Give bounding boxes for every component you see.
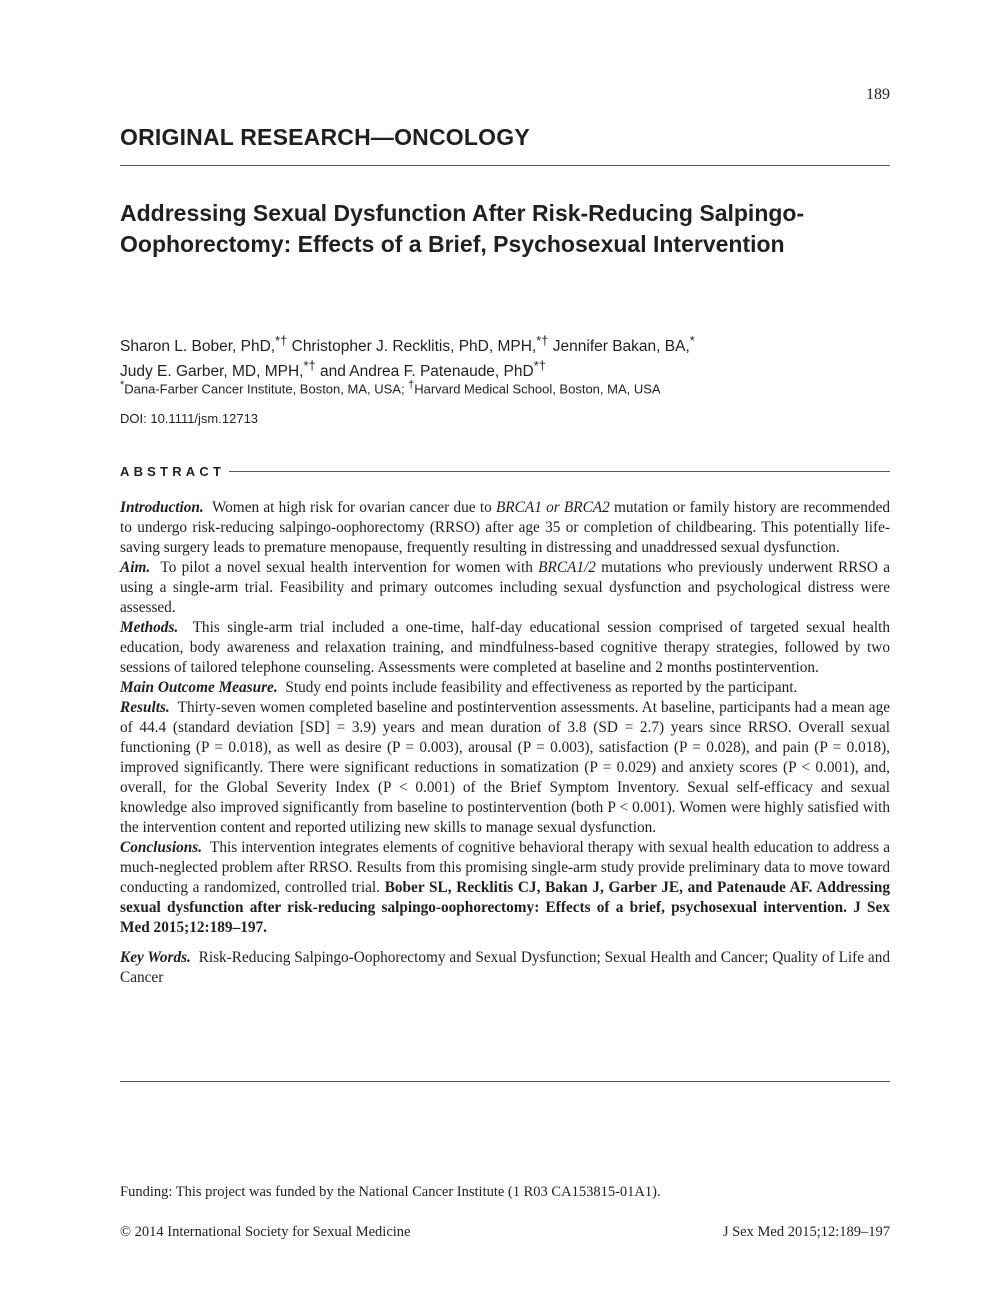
affiliation-text: Dana-Farber Cancer Institute, Boston, MA, USA; xyxy=(124,381,409,397)
aim-label: Aim. xyxy=(120,559,151,576)
bottom-divider xyxy=(120,1081,890,1082)
abstract-conclusions xyxy=(120,838,890,938)
abstract-keywords xyxy=(120,948,890,988)
main-outcome-text: Study end points include feasibility and effectiveness as reported by the participant. xyxy=(285,679,798,696)
abstract-aim xyxy=(120,558,890,618)
author-name: Christopher J. Recklitis, PhD, MPH, xyxy=(287,338,537,356)
introduction-text: Women at high risk for ovarian cancer due to xyxy=(211,499,496,516)
abstract-divider xyxy=(229,471,890,472)
abstract-label: ABSTRACT xyxy=(120,463,226,479)
top-divider xyxy=(120,165,890,166)
affiliations xyxy=(120,379,661,396)
gene-name: BRCA1/2 xyxy=(538,559,596,576)
conclusions-text: This intervention integrates elements of cognitive behavioral therapy with sexual health education to address a much-neglected problem after RRSO. Results from this promising single-arm study provide preliminary data to move toward conducting a randomized, controlled trial. xyxy=(120,839,891,896)
doi: DOI: 10.1111/jsm.12713 xyxy=(120,411,259,426)
affiliation-mark: † xyxy=(408,379,415,391)
funding-note: Funding: This project was funded by the National Cancer Institute (1 R03 CA153815-01A1). xyxy=(120,1184,661,1200)
author-name: Sharon L. Bober, PhD, xyxy=(120,338,276,356)
author-mark: *† xyxy=(303,358,316,374)
abstract-methods xyxy=(120,618,890,678)
methods-text: This single-arm trial included a one-time, half-day educational session comprised of targeted sexual health education, body awareness and relaxation training, and mindfulness-based cognitive therapy strategies, followed by two sessions of tailored telephone counseling. Assessments were completed at baseline and 2 months postintervention. xyxy=(120,619,891,676)
author-mark: * xyxy=(689,333,695,348)
article-citation: Bober SL, Recklitis CJ, Bakan J, Garber JE, and Patenaude AF. Addressing sexual dysfunction after risk-reducing salpingo-oophorectomy: Effects of a brief, psychosexual intervention. J Sex Med 2015;12:189–197. xyxy=(120,879,890,936)
article-title: Addressing Sexual Dysfunction After Risk-Reducing Salpingo-Oophorectomy: Effects of a Brief, Psychosexual Intervention xyxy=(120,200,805,257)
author-name: Jennifer Bakan, BA, xyxy=(548,338,690,356)
section-heading: ORIGINAL RESEARCH—ONCOLOGY xyxy=(120,124,530,150)
copyright: © 2014 International Society for Sexual Medicine xyxy=(120,1224,411,1240)
author-mark: *† xyxy=(536,333,549,348)
keywords-text: Risk-Reducing Salpingo-Oophorectomy and Sexual Dysfunction; Sexual Health and Cancer; Quality of Life and Cancer xyxy=(120,949,891,986)
abstract-header xyxy=(120,461,890,481)
author-name: Judy E. Garber, MD, MPH, xyxy=(120,363,304,381)
author-name: and Andrea F. Patenaude, PhD xyxy=(315,363,534,381)
conclusions-label: Conclusions. xyxy=(120,839,203,856)
affiliation-mark: * xyxy=(120,379,125,391)
page-number: 189 xyxy=(866,86,890,103)
affiliation-text: Harvard Medical School, Boston, MA, USA xyxy=(414,381,661,397)
introduction-text: mutation or family history are recommended to undergo risk-reducing salpingo-oophorectomy (RRSO) after age 35 or completion of childbearing. This potentially life-saving surgery leads to premature menopause, frequently resulting in distressing and unaddressed sexual dysfunction. xyxy=(120,499,891,556)
author-mark: *† xyxy=(533,358,546,374)
aim-text: mutations who previously underwent RRSO a using a single-arm trial. Feasibility and primary outcomes including sexual dysfunction and psychological distress were assessed. xyxy=(120,559,891,616)
methods-label: Methods. xyxy=(120,619,179,636)
main-outcome-label: Main Outcome Measure. xyxy=(120,679,278,696)
author-list xyxy=(120,331,820,381)
gene-name: BRCA1 or BRCA2 xyxy=(495,499,610,516)
abstract-main-outcome xyxy=(120,678,890,698)
abstract-introduction xyxy=(120,498,890,558)
journal-citation: J Sex Med 2015;12:189–197 xyxy=(722,1224,890,1240)
abstract-body xyxy=(120,498,890,988)
abstract-results xyxy=(120,698,890,838)
keywords-label: Key Words. xyxy=(120,949,191,966)
results-label: Results. xyxy=(120,699,170,716)
author-mark: *† xyxy=(275,333,288,348)
aim-text: To pilot a novel sexual health intervention for women with xyxy=(160,559,539,576)
introduction-label: Introduction. xyxy=(120,499,204,516)
results-text: Thirty-seven women completed baseline and postintervention assessments. At baseline, participants had a mean age of 44.4 (standard deviation [SD] = 3.9) years and mean duration of 3.8 (SD = 2.7) years since RRSO. Overall sexual functioning (P = 0.018), as well as desire (P = 0.003), arousal (P = 0.003), satisfaction (P = 0.028), and pain (P = 0.018), improved significantly. There were significant reductions in somatization (P = 0.029) and anxiety scores (P < 0.001), and, overall, for the Global Severity Index (P < 0.001) of the Brief Symptom Inventory. Sexual self-efficacy and sexual knowledge also improved significantly from baseline to postintervention (both P < 0.001). Women were highly satisfied with the intervention content and reported utilizing new skills to manage sexual dysfunction. xyxy=(120,699,891,836)
